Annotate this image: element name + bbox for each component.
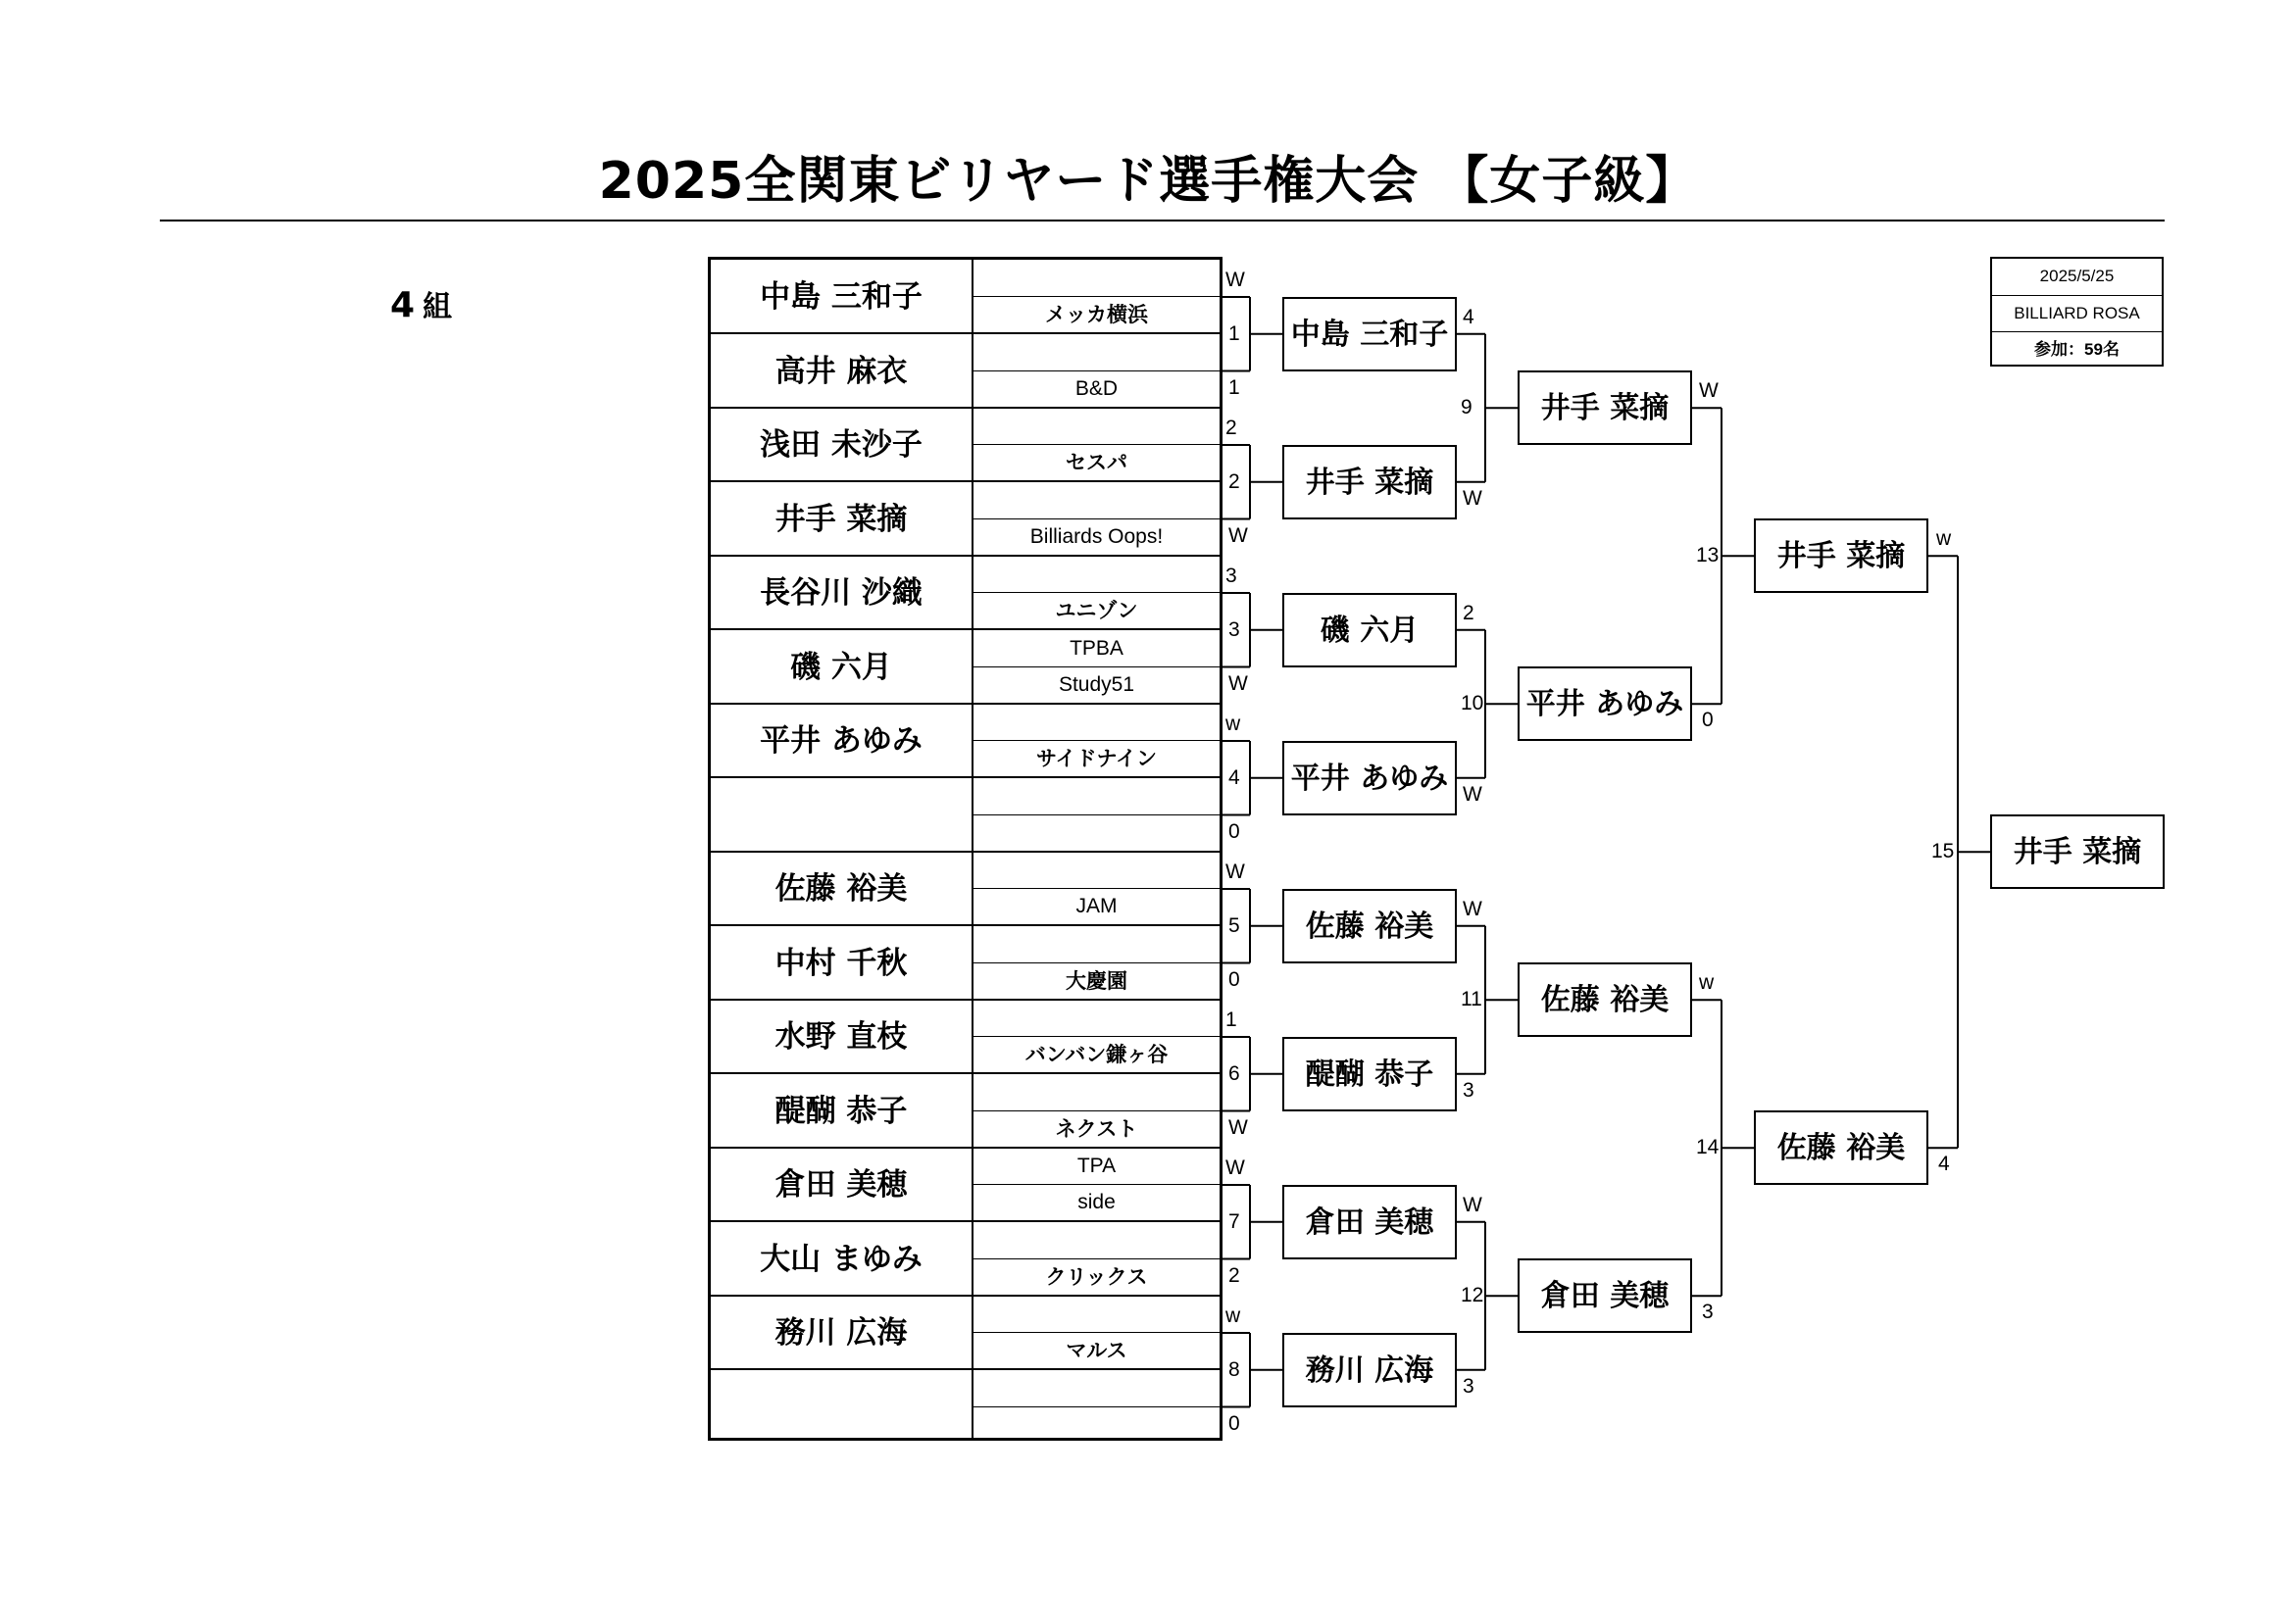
match-score: 0 (1228, 967, 1240, 991)
event-date: 2025/5/25 (2039, 267, 2115, 285)
match-score: 1 (1225, 1008, 1237, 1031)
match-number: 6 (1228, 1061, 1240, 1085)
club-name: side (1077, 1191, 1116, 1213)
round1-winner-box: 平井 あゆみ (1282, 741, 1457, 815)
entry-name: 浅田 未沙子 (711, 408, 972, 482)
match-score: 2 (1225, 417, 1237, 439)
club-name: ネクスト (1055, 1116, 1138, 1141)
group-suffix: 組 (423, 290, 453, 324)
match-score: w (1699, 971, 1715, 995)
club-name: ユニゾン (1055, 599, 1138, 622)
entry-name: 務川 広海 (711, 1296, 972, 1370)
club-name: TPBA (1070, 636, 1123, 660)
group-number: 4 (390, 285, 416, 325)
match-score: 0 (1228, 819, 1240, 843)
match-score: w (1225, 1304, 1241, 1327)
match-score: 2 (1463, 601, 1474, 624)
entry-name: 平井 あゆみ (711, 704, 972, 778)
round1-winner-box: 務川 広海 (1282, 1333, 1457, 1407)
match-score: 3 (1463, 1374, 1474, 1398)
round1-winner-box: 井手 菜摘 (1282, 445, 1457, 519)
match-score: W (1463, 897, 1482, 920)
entry-name: 中村 千秋 (711, 926, 972, 1001)
entry-name: 長谷川 沙織 (711, 556, 972, 630)
match-number: 8 (1228, 1357, 1240, 1381)
match-number: 3 (1228, 617, 1240, 641)
club-name: 大慶園 (1066, 968, 1127, 993)
match-number: 15 (1931, 840, 1955, 863)
match-score: 4 (1463, 305, 1474, 328)
match-score: 1 (1228, 375, 1240, 399)
club-name: サイドナイン (1035, 747, 1158, 770)
round2-winner-box: 平井 あゆみ (1518, 666, 1692, 741)
match-score: W (1225, 269, 1245, 291)
club-name: B&D (1074, 376, 1119, 400)
club-name: JAM (1075, 895, 1118, 917)
club-name: バンバン鎌ヶ谷 (1024, 1043, 1169, 1066)
entry-name: 高井 麻衣 (711, 334, 972, 409)
match-score: 3 (1225, 565, 1237, 587)
match-score: w (1936, 527, 1952, 551)
match-score: W (1463, 486, 1482, 510)
entry-name: 井手 菜摘 (711, 482, 972, 557)
entry-name: 水野 直枝 (711, 1000, 972, 1074)
club-name: Billiards Oops! (1029, 524, 1164, 548)
event-venue: BILLIARD ROSA (1992, 295, 2162, 331)
match-score: W (1228, 523, 1248, 547)
match-score: W (1228, 1115, 1248, 1139)
entry-name: 大山 まゆみ (711, 1222, 972, 1297)
match-score: 3 (1702, 1301, 1714, 1324)
round3-winner-box: 井手 菜摘 (1754, 518, 1928, 593)
match-score: w (1225, 713, 1241, 735)
club-name: クリックス (1045, 1264, 1148, 1289)
match-score: 4 (1938, 1153, 1950, 1176)
match-number: 2 (1228, 469, 1240, 493)
champion-box: 井手 菜摘 (1990, 814, 2165, 889)
match-number: 12 (1461, 1284, 1484, 1307)
match-number: 1 (1228, 321, 1240, 345)
entry-name: 倉田 美穂 (711, 1148, 972, 1222)
match-number: 13 (1696, 544, 1720, 567)
match-score: W (1228, 671, 1248, 695)
match-score: W (1463, 1193, 1482, 1216)
match-number: 5 (1228, 913, 1240, 937)
round1-winner-box: 中島 三和子 (1282, 297, 1457, 371)
match-score: 0 (1702, 709, 1714, 732)
round2-winner-box: 佐藤 裕美 (1518, 962, 1692, 1037)
round2-winner-box: 倉田 美穂 (1518, 1258, 1692, 1333)
round1-winner-box: 磯 六月 (1282, 593, 1457, 667)
round1-winner-box: 佐藤 裕美 (1282, 889, 1457, 963)
match-number: 4 (1228, 765, 1240, 789)
entry-name: 磯 六月 (711, 630, 972, 705)
club-name: マルス (1066, 1339, 1127, 1362)
match-score: W (1699, 379, 1719, 403)
round1-winner-box: 醍醐 恭子 (1282, 1037, 1457, 1111)
entry-name: 醍醐 恭子 (711, 1074, 972, 1149)
entry-name: 中島 三和子 (711, 260, 972, 334)
match-number: 7 (1228, 1209, 1240, 1233)
match-score: W (1225, 861, 1245, 883)
match-number: 9 (1461, 396, 1472, 419)
club-name: TPA (1076, 1155, 1117, 1177)
page-title: 2025全関東ビリヤード選手権大会 【女子級】 (598, 152, 1698, 211)
match-score: 2 (1228, 1263, 1240, 1287)
club-name: Study51 (1058, 672, 1135, 696)
match-number: 11 (1461, 988, 1482, 1011)
match-score: 3 (1463, 1078, 1474, 1102)
match-score: W (1225, 1156, 1245, 1179)
round3-winner-box: 佐藤 裕美 (1754, 1110, 1928, 1185)
club-name: セスパ (1066, 451, 1127, 474)
club-name: メッカ横浜 (1045, 303, 1148, 326)
match-number: 14 (1696, 1136, 1720, 1159)
participant-count: 参加：59名 (1992, 331, 2162, 368)
entry-name: 佐藤 裕美 (711, 852, 972, 926)
match-score: W (1463, 782, 1482, 806)
match-number: 10 (1461, 692, 1484, 715)
round1-winner-box: 倉田 美穂 (1282, 1185, 1457, 1259)
round2-winner-box: 井手 菜摘 (1518, 370, 1692, 445)
match-score: 0 (1228, 1411, 1240, 1435)
